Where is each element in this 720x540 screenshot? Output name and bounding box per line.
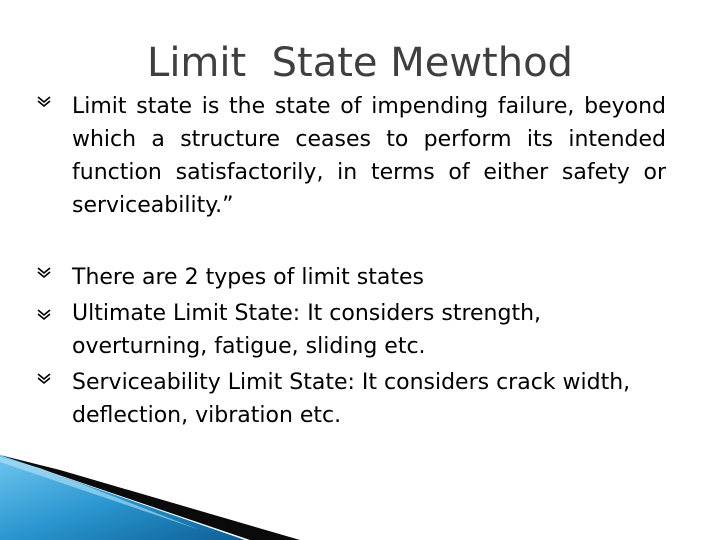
- dingbat-arrow-icon: [36, 370, 52, 388]
- slide-title: Limit State Mewthod: [147, 40, 573, 86]
- bullet-text-serviceability: Serviceability Limit State: It considers crack width, deflection, vibration etc.: [72, 370, 631, 428]
- dingbat-arrow-icon: [36, 264, 52, 282]
- dingbat-arrow-icon: [36, 306, 52, 324]
- bullet-text-ultimate: Ultimate Limit State: It considers strength, overturning, fatigue, sliding etc.: [72, 301, 542, 359]
- dingbat-arrow-icon: [36, 93, 52, 111]
- bullet-text-types: There are 2 types of limit states: [72, 265, 424, 290]
- blue-wedge: [0, 455, 245, 540]
- dark-stripe: [0, 455, 300, 540]
- bullet-text-definition: Limit state is the state of impending failure, beyond which a structure ceases to perform its intended function satisfactorily, in terms of either safety or serviceability.”: [72, 94, 666, 218]
- highlight-stripe: [0, 457, 200, 530]
